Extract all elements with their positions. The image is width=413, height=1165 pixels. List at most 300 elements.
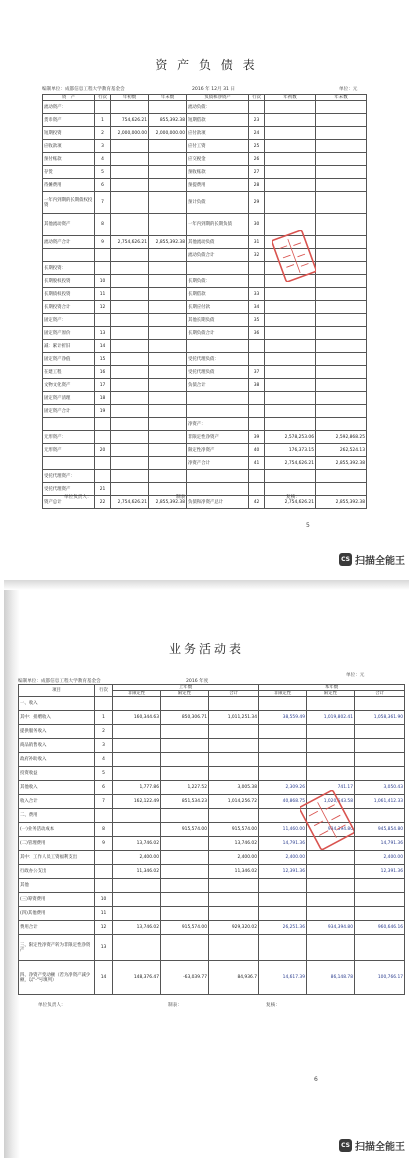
activity-cell (307, 851, 355, 865)
table-row (19, 879, 405, 893)
table-row (43, 418, 367, 431)
balance-cell (149, 379, 187, 392)
balance-cell: 负债合计 (187, 379, 249, 392)
balance-cell (111, 101, 149, 114)
balance-cell: 其他长期负债 (187, 314, 249, 327)
balance-cell: 2,855,392.38 (149, 236, 187, 249)
balance-cell (111, 457, 149, 470)
activity-cell (307, 935, 355, 961)
activity-cell: 1,061,412.33 (355, 795, 405, 809)
balance-cell (95, 262, 111, 275)
activity-cell: 26,251.36 (259, 921, 307, 935)
balance-cell (265, 301, 316, 314)
balance-footer-head: 单位负责人： (64, 495, 92, 500)
balance-cell: 36 (249, 327, 265, 340)
balance-cell: 预付账款 (43, 153, 95, 166)
balance-cell (316, 262, 367, 275)
activity-page-number: 6 (314, 1076, 318, 1083)
activity-cell (209, 907, 259, 921)
balance-cell (111, 192, 149, 214)
balance-cell: 存货 (43, 166, 95, 179)
balance-cell: 19 (95, 405, 111, 418)
table-row (43, 179, 367, 192)
activity-cell (209, 809, 259, 823)
balance-cell: 长期借款 (187, 288, 249, 301)
balance-cell (265, 275, 316, 288)
balance-cell (111, 379, 149, 392)
balance-cell (265, 140, 316, 153)
balance-cell: 2,592,868.25 (316, 431, 367, 444)
balance-cell: 34 (249, 301, 265, 314)
balance-cell (149, 275, 187, 288)
activity-cell: 851,534.23 (161, 795, 209, 809)
balance-cell (316, 127, 367, 140)
activity-cell (355, 935, 405, 961)
balance-cell: 38 (249, 379, 265, 392)
table-row (19, 753, 405, 767)
balance-header-4: 负债和净资产 (187, 95, 249, 101)
activity-cell (307, 809, 355, 823)
table-row (19, 739, 405, 753)
balance-cell: 无形资产： (43, 431, 95, 444)
balance-cell (316, 101, 367, 114)
balance-cell (149, 140, 187, 153)
activity-org: 编制单位：成都信息工程大学教育基金会 (18, 679, 101, 684)
balance-cell (316, 470, 367, 483)
balance-cell: 28 (249, 179, 265, 192)
balance-header-7: 年末数 (316, 95, 367, 101)
balance-cell: 限定性净资产 (187, 444, 249, 457)
table-row (43, 457, 367, 470)
activity-cell: 5 (95, 767, 113, 781)
balance-cell (111, 366, 149, 379)
activity-cell (209, 879, 259, 893)
balance-cell (111, 483, 149, 496)
table-row (43, 114, 367, 127)
table-row (19, 851, 405, 865)
balance-cell: 一年内到期的长期负债 (187, 214, 249, 236)
activity-cell: 12,391.36 (355, 865, 405, 879)
activity-cell: 1,777.86 (113, 781, 161, 795)
balance-sheet-page (4, 4, 409, 566)
balance-cell (316, 340, 367, 353)
balance-cell (316, 114, 367, 127)
balance-cell (265, 314, 316, 327)
activity-cell (113, 879, 161, 893)
table-row (19, 893, 405, 907)
activity-cell: 12 (95, 921, 113, 935)
activity-cell: -63,039.77 (161, 961, 209, 995)
balance-cell: 文物文化资产 (43, 379, 95, 392)
activity-cell (259, 753, 307, 767)
activity-cell: (一)业务活动成本 (19, 823, 95, 837)
balance-page-number: 5 (306, 522, 310, 529)
activity-cell: 2,400.00 (113, 851, 161, 865)
activity-cell (161, 935, 209, 961)
balance-cell: 固定资产净值 (43, 353, 95, 366)
table-row (43, 366, 367, 379)
activity-cell: 4 (95, 753, 113, 767)
activity-cell: 1 (95, 711, 113, 725)
balance-cell: 无形资产 (43, 444, 95, 457)
activity-cell: 其他 (19, 879, 95, 893)
balance-cell (149, 405, 187, 418)
balance-cell (265, 127, 316, 140)
activity-cell (307, 837, 355, 851)
activity-cell (307, 739, 355, 753)
balance-sheet-table (42, 94, 367, 509)
balance-cell: 27 (249, 166, 265, 179)
activity-cell (113, 935, 161, 961)
balance-cell (316, 192, 367, 214)
balance-cell (265, 236, 316, 249)
activity-cell (209, 725, 259, 739)
balance-cell: 短期投资 (43, 127, 95, 140)
balance-cell: 受托代理负债 (187, 366, 249, 379)
activity-cell (161, 725, 209, 739)
balance-cell: 33 (249, 288, 265, 301)
activity-cell (161, 809, 209, 823)
balance-cell (316, 327, 367, 340)
balance-cell: 10 (95, 275, 111, 288)
table-row (43, 214, 367, 236)
balance-cell (316, 379, 367, 392)
balance-cell (149, 340, 187, 353)
balance-cell (249, 262, 265, 275)
balance-cell (111, 166, 149, 179)
balance-cell: 37 (249, 366, 265, 379)
balance-cell (149, 431, 187, 444)
balance-cell (249, 405, 265, 418)
activity-cell (259, 697, 307, 711)
activity-header-6: 限定性 (307, 691, 355, 697)
activity-cell: 945,854.80 (355, 823, 405, 837)
balance-cell: 22 (95, 496, 111, 509)
balance-cell (187, 340, 249, 353)
table-row (43, 288, 367, 301)
activity-cell: 6 (95, 781, 113, 795)
balance-cell (95, 470, 111, 483)
activity-cell (161, 865, 209, 879)
activity-cell (209, 893, 259, 907)
balance-cell (249, 392, 265, 405)
activity-cell: 2,400.00 (259, 851, 307, 865)
balance-cell (265, 405, 316, 418)
balance-cell (149, 444, 187, 457)
balance-header-5: 行次 (249, 95, 265, 101)
balance-cell: 流动负债合计 (187, 249, 249, 262)
activity-cell: 86,148.78 (307, 961, 355, 995)
activity-cell: 741.17 (307, 781, 355, 795)
table-row (19, 907, 405, 921)
activity-cell: 915,574.00 (209, 823, 259, 837)
balance-cell (111, 431, 149, 444)
balance-cell (111, 301, 149, 314)
balance-cell: 12 (95, 301, 111, 314)
table-row (43, 192, 367, 214)
activity-cell (113, 893, 161, 907)
activity-cell: 三、限定性净资产转为非限定性净资产 (19, 935, 95, 961)
activity-cell: 148,376.47 (113, 961, 161, 995)
table-row (19, 795, 405, 809)
balance-cell (316, 179, 367, 192)
balance-cell (316, 301, 367, 314)
balance-cell: 长期债权投资 (43, 288, 95, 301)
balance-cell: 2,754,626.21 (265, 496, 316, 509)
activity-cell: 10 (95, 893, 113, 907)
balance-cell (187, 470, 249, 483)
balance-cell (265, 179, 316, 192)
activity-body (19, 697, 405, 995)
balance-cell: 2,000,000.00 (111, 127, 149, 140)
activity-cell (161, 879, 209, 893)
app-brand-name: 扫描全能王 (355, 1142, 405, 1153)
balance-cell: 固定资产原价 (43, 327, 95, 340)
balance-cell: 2,855,392.38 (316, 457, 367, 470)
balance-cell: 41 (249, 457, 265, 470)
table-row (43, 379, 367, 392)
activity-cell: 915,574.00 (161, 823, 209, 837)
activity-statement-page (4, 580, 409, 1158)
balance-cell: 18 (95, 392, 111, 405)
balance-cell: 资产总计 (43, 496, 95, 509)
activity-cell (161, 739, 209, 753)
table-row (43, 314, 367, 327)
balance-cell (111, 275, 149, 288)
balance-cell: 短期借款 (187, 114, 249, 127)
balance-cell (111, 314, 149, 327)
balance-cell (95, 431, 111, 444)
balance-cell (149, 288, 187, 301)
table-row (19, 725, 405, 739)
activity-cell (161, 753, 209, 767)
table-row (19, 865, 405, 879)
activity-cell: 9 (95, 837, 113, 851)
balance-cell (265, 153, 316, 166)
balance-cell (265, 366, 316, 379)
table-row (43, 140, 367, 153)
balance-cell: 2 (95, 127, 111, 140)
table-row (43, 262, 367, 275)
balance-cell (316, 275, 367, 288)
activity-cell (307, 767, 355, 781)
activity-cell: 2 (95, 725, 113, 739)
app-brand-watermark-2 (339, 1138, 405, 1153)
activity-cell: 8 (95, 823, 113, 837)
balance-cell (111, 288, 149, 301)
balance-cell: 流动资产合计 (43, 236, 95, 249)
balance-cell: 固定资产合计 (43, 405, 95, 418)
table-row (43, 236, 367, 249)
balance-sheet-title: 资 产 负 债 表 (155, 58, 258, 72)
balance-cell: 25 (249, 140, 265, 153)
activity-cell: 13,746.02 (113, 921, 161, 935)
activity-cell (113, 907, 161, 921)
balance-cell: 5 (95, 166, 111, 179)
balance-cell (95, 314, 111, 327)
activity-cell (113, 739, 161, 753)
activity-cell (259, 907, 307, 921)
activity-cell (161, 893, 209, 907)
balance-cell: 262,524.13 (316, 444, 367, 457)
table-row (43, 249, 367, 262)
table-row (43, 101, 367, 114)
activity-cell: 费用合计 (19, 921, 95, 935)
activity-cell (259, 935, 307, 961)
activity-cell: 3,005.38 (209, 781, 259, 795)
balance-cell (95, 249, 111, 262)
activity-cell: 934,394.80 (307, 921, 355, 935)
activity-cell (307, 697, 355, 711)
balance-cell: 35 (249, 314, 265, 327)
balance-cell (249, 470, 265, 483)
balance-cell: 固定资产： (43, 314, 95, 327)
activity-cell: 162,122.49 (113, 795, 161, 809)
activity-cell (307, 893, 355, 907)
activity-cell: 2,400.00 (355, 851, 405, 865)
balance-cell (265, 392, 316, 405)
balance-cell: 长期负债合计 (187, 327, 249, 340)
balance-cell: 预计负债 (187, 192, 249, 214)
balance-cell (111, 179, 149, 192)
balance-cell (265, 114, 316, 127)
activity-cell: 100,766.17 (355, 961, 405, 995)
balance-cell: 7 (95, 192, 111, 214)
table-row (43, 392, 367, 405)
balance-cell: 39 (249, 431, 265, 444)
activity-cell (259, 879, 307, 893)
balance-cell: 14 (95, 340, 111, 353)
activity-cell: 1,020,543.58 (307, 795, 355, 809)
activity-cell: 14,791.36 (259, 837, 307, 851)
balance-cell (111, 214, 149, 236)
balance-cell (149, 314, 187, 327)
balance-cell (265, 262, 316, 275)
balance-cell (111, 153, 149, 166)
activity-cell: 13 (95, 935, 113, 961)
balance-cell: 855,392.38 (149, 114, 187, 127)
activity-cell (355, 767, 405, 781)
activity-table (18, 684, 405, 995)
activity-cell (161, 851, 209, 865)
activity-cell (113, 767, 161, 781)
balance-cell: 30 (249, 214, 265, 236)
balance-cell (249, 275, 265, 288)
activity-cell (307, 879, 355, 893)
balance-cell (149, 192, 187, 214)
activity-cell (307, 725, 355, 739)
balance-header-2: 年初数 (111, 95, 149, 101)
balance-cell: 长期股权投资 (43, 275, 95, 288)
balance-cell (249, 483, 265, 496)
activity-cell (355, 725, 405, 739)
balance-cell (265, 327, 316, 340)
activity-cell (209, 739, 259, 753)
activity-cell: 2,400.00 (209, 851, 259, 865)
balance-cell (265, 353, 316, 366)
balance-cell (316, 166, 367, 179)
table-row (43, 405, 367, 418)
activity-cell: 7 (95, 795, 113, 809)
table-row (19, 823, 405, 837)
activity-cell (209, 753, 259, 767)
balance-cell (265, 249, 316, 262)
balance-cell (149, 166, 187, 179)
activity-cell: 850,306.71 (161, 711, 209, 725)
activity-cell: 14 (95, 961, 113, 995)
balance-cell: 长期投资： (43, 262, 95, 275)
balance-cell: 受托代理资产： (43, 470, 95, 483)
balance-header-3: 年末数 (149, 95, 187, 101)
activity-cell: 84,936.7 (209, 961, 259, 995)
page-shadow-top (4, 580, 409, 590)
activity-cell: 12,391.36 (259, 865, 307, 879)
balance-cell: 其他流动资产 (43, 214, 95, 236)
activity-cell (209, 697, 259, 711)
balance-org: 编制单位：成都信息工程大学教育基金会 (42, 87, 125, 92)
activity-cell: 3 (95, 739, 113, 753)
balance-cell (111, 340, 149, 353)
activity-group-prev: 上年数 (113, 685, 259, 691)
balance-cell: 受托代理资产 (43, 483, 95, 496)
balance-cell (249, 353, 265, 366)
activity-cell (95, 851, 113, 865)
balance-cell (316, 288, 367, 301)
balance-header-0: 资 产 (43, 95, 95, 101)
activity-cell: 2,309.26 (259, 781, 307, 795)
balance-cell (111, 249, 149, 262)
balance-cell (316, 249, 367, 262)
activity-cell (161, 767, 209, 781)
balance-cell (111, 405, 149, 418)
balance-cell (149, 418, 187, 431)
balance-cell (149, 179, 187, 192)
balance-cell: 13 (95, 327, 111, 340)
activity-cell: 1,227.52 (161, 781, 209, 795)
balance-cell: 应交税金 (187, 153, 249, 166)
table-row (43, 327, 367, 340)
balance-header-1: 行次 (95, 95, 111, 101)
table-row (43, 353, 367, 366)
activity-cell: 13,746.02 (209, 837, 259, 851)
activity-cell: 11 (95, 907, 113, 921)
activity-cell (355, 879, 405, 893)
balance-cell: 17 (95, 379, 111, 392)
activity-header-2: 非限定性 (113, 691, 161, 697)
table-row (43, 301, 367, 314)
balance-cell: 减：累计折旧 (43, 340, 95, 353)
balance-cell (316, 153, 367, 166)
activity-footer-head: 单位负责人： (38, 1003, 66, 1008)
table-row (43, 153, 367, 166)
activity-cell (259, 809, 307, 823)
balance-cell (95, 418, 111, 431)
balance-cell (149, 457, 187, 470)
table-row (43, 275, 367, 288)
table-row (19, 935, 405, 961)
activity-footer-preparer: 制表： (168, 1003, 182, 1008)
balance-cell (265, 379, 316, 392)
activity-cell (307, 753, 355, 767)
balance-cell: 42 (249, 496, 265, 509)
activity-title: 业务活动表 (168, 642, 244, 656)
activity-cell: 960,646.16 (355, 921, 405, 935)
balance-cell (316, 366, 367, 379)
camscanner-logo-icon: CS (339, 553, 352, 566)
balance-cell: 2,855,392.38 (149, 496, 187, 509)
balance-cell: 货币资产 (43, 114, 95, 127)
balance-cell: 长期应付款 (187, 301, 249, 314)
